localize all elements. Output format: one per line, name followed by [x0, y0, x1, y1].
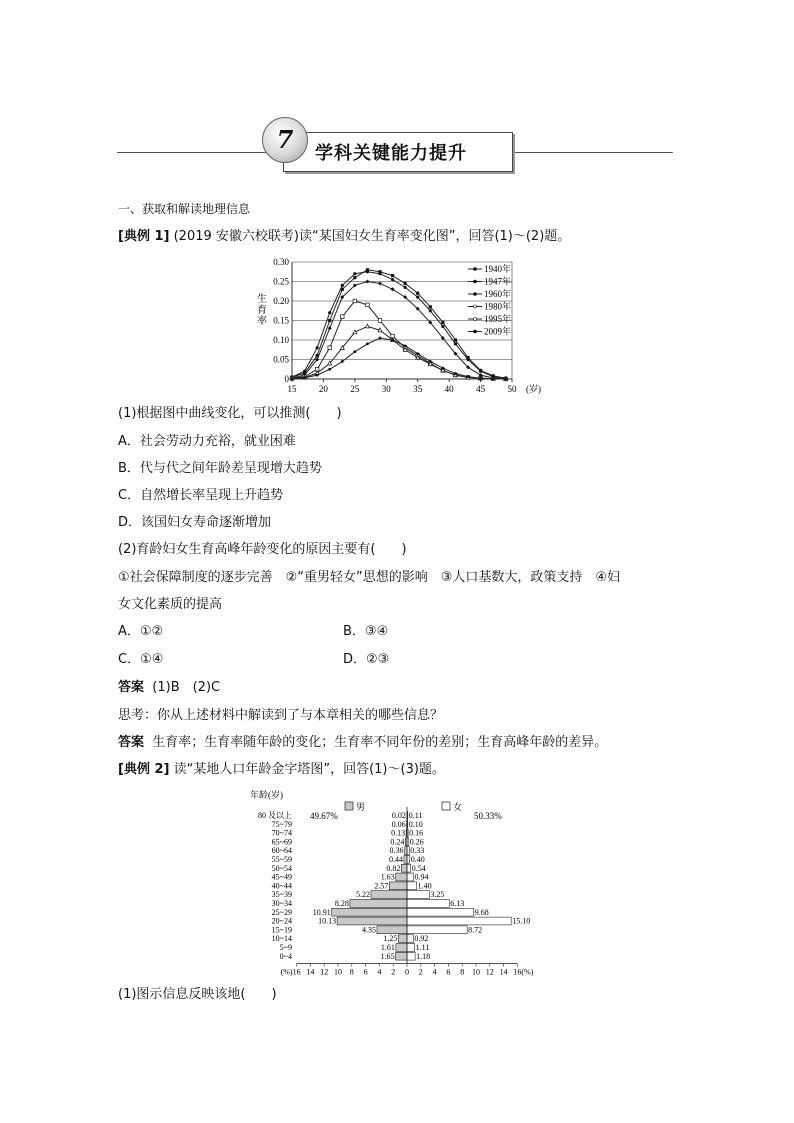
age-group-label: 20~24: [271, 916, 292, 926]
x-tick-label: 14: [499, 967, 508, 977]
legend-label: 1947年: [484, 276, 512, 287]
legend-label: 1980年: [484, 301, 512, 312]
legend-marker: [474, 305, 477, 308]
male-value-label: 10.13: [318, 916, 337, 926]
data-point: [341, 284, 344, 287]
x-tick-label: 15: [287, 384, 297, 394]
male-value-label: 0.13: [391, 828, 406, 838]
data-point: [404, 344, 407, 347]
data-point: [328, 311, 331, 314]
legend-label: 1960年: [484, 289, 512, 299]
header-rule-left: [117, 152, 287, 153]
answer-label: 答案: [118, 680, 145, 695]
male-bar: [398, 935, 407, 943]
x-tick-label: 4: [432, 967, 437, 977]
q2-choices-line2: 女文化素质的提高: [118, 597, 223, 612]
q1-stem: (1)根据图中曲线变化，可以推测( ): [118, 406, 342, 421]
data-point: [341, 360, 344, 363]
female-value-label: 15.10: [512, 916, 531, 926]
male-value-label: 4.35: [361, 925, 376, 935]
chapter-number-badge: 7: [262, 117, 308, 163]
x-axis-label-left: (%): [280, 967, 293, 977]
female-bar: [407, 952, 415, 960]
example1-text: (2019 安徽六校联考)读“某国妇女生育率变化图”，回答(1)～(2)题。: [173, 229, 571, 244]
data-point: [454, 342, 457, 345]
male-bar: [337, 917, 407, 925]
x-tick-label: 12: [485, 967, 494, 977]
q2-option-d: D．②③: [343, 652, 390, 667]
data-point: [441, 367, 444, 370]
legend-male-swatch: [345, 802, 353, 810]
age-group-label: 40~44: [271, 881, 292, 891]
example2-intro: [118, 760, 445, 780]
male-value-label: 0.82: [386, 863, 401, 873]
female-bar: [407, 908, 474, 916]
x-tick-label: 40: [444, 384, 454, 394]
data-point: [379, 337, 382, 340]
y-tick-label: 0.25: [273, 276, 289, 287]
data-point: [353, 272, 356, 275]
female-value-label: 0.10: [408, 819, 423, 829]
female-value-label: 1.18: [416, 951, 431, 961]
female-bar: [407, 926, 467, 934]
age-group-label: 70~74: [271, 828, 292, 838]
legend-female-swatch: [442, 802, 450, 810]
male-value-label: 0.02: [391, 811, 406, 820]
data-point: [340, 315, 344, 319]
x-tick-label: 35: [413, 384, 423, 394]
x-tick-label: 2: [418, 967, 423, 977]
legend-male-label: 男: [356, 802, 366, 812]
x-tick-label: 4: [377, 967, 382, 977]
answer-line: [118, 678, 220, 698]
age-group-label: 15~19: [271, 925, 292, 935]
age-group-label: 50~54: [271, 863, 292, 873]
x-tick-label: 8: [349, 967, 354, 977]
male-bar: [389, 882, 407, 890]
female-value-label: 8.72: [468, 925, 483, 935]
age-group-label: 75~79: [271, 819, 292, 829]
x-tick-label: 10: [334, 967, 342, 977]
age-group-label: 55~59: [271, 855, 292, 864]
x-tick-label: 0: [405, 967, 409, 977]
example1-tag: [典例 1]: [118, 229, 170, 244]
female-value-label: 0.92: [414, 934, 429, 944]
x-tick-label: 16: [292, 967, 301, 977]
population-pyramid-chart: [248, 786, 558, 978]
data-point: [492, 377, 495, 380]
age-group-label: 30~34: [271, 899, 292, 908]
q2-choices-line1: ①社会保障制度的逐步完善 ②“重男轻女”思想的影响 ③人口基数大，政策支持 ④妇: [118, 570, 621, 585]
x-tick-label: 10: [472, 967, 480, 977]
x-tick-label: 50: [507, 384, 517, 394]
x-tick-label: 6: [363, 967, 368, 977]
y-axis-label-char: 率: [257, 316, 267, 327]
male-value-label: 5.22: [355, 890, 370, 900]
data-point: [291, 377, 294, 380]
male-bar: [377, 926, 407, 934]
male-bar: [396, 952, 407, 960]
male-value-label: 1.63: [380, 872, 395, 882]
q2-stem: (2)育龄妇女生育高峰年龄变化的原因主要有( ): [118, 542, 407, 557]
x-tick-label: 8: [460, 967, 465, 977]
female-value-label: 0.33: [410, 846, 425, 856]
q1-option-c: C．自然增长率呈现上升趋势: [118, 488, 284, 503]
male-value-label: 10.91: [312, 907, 331, 917]
data-point: [416, 296, 419, 299]
male-bar: [371, 891, 407, 899]
data-point: [416, 352, 419, 355]
female-value-label: 3.25: [430, 890, 445, 900]
female-value-label: 0.54: [411, 863, 426, 873]
age-group-label: 80 及以上: [258, 811, 292, 820]
x-tick-label: 6: [446, 967, 451, 977]
male-bar: [332, 908, 407, 916]
age-group-label: 5~9: [279, 943, 292, 952]
x-tick-label: 45: [476, 384, 486, 394]
male-value-label: 2.57: [374, 881, 389, 891]
male-value-label: 8.28: [334, 899, 349, 908]
age-group-label: 0~4: [279, 951, 292, 961]
header-rule-right: [511, 152, 673, 153]
q1-option-d: D．该国妇女寿命逐渐增加: [118, 515, 272, 530]
series-line: [292, 270, 506, 378]
x-axis-label: (岁): [526, 384, 541, 394]
legend-label: 2009年: [484, 326, 512, 337]
x-tick-label: 25: [350, 384, 360, 394]
y-axis-title: 年龄(岁): [250, 790, 283, 800]
y-axis-label-char: 生: [257, 294, 267, 305]
female-bar: [407, 873, 413, 881]
data-point: [353, 350, 356, 353]
female-bar: [407, 891, 429, 899]
example2-tag: [典例 2]: [118, 762, 170, 777]
think-question: 思考：你从上述材料中解读到了与本章相关的哪些信息？: [118, 708, 444, 723]
female-value-label: 0.16: [409, 828, 424, 838]
data-point: [454, 372, 457, 375]
female-value-label: 0.26: [409, 837, 424, 847]
y-tick-label: 0.10: [273, 335, 289, 345]
data-point: [504, 378, 507, 381]
data-point: [467, 375, 470, 378]
data-point: [328, 346, 332, 350]
x-tick-label: 30: [381, 384, 391, 394]
female-bar: [407, 935, 413, 943]
data-point: [391, 274, 394, 277]
age-group-label: 25~29: [271, 907, 292, 917]
x-tick-label: 16: [513, 967, 522, 977]
data-point: [441, 325, 444, 328]
male-value-label: 1.61: [380, 943, 395, 952]
data-point: [441, 321, 444, 324]
q1-option-a: A．社会劳动力充裕，就业困难: [118, 434, 296, 449]
data-point: [416, 292, 419, 295]
age-group-label: 10~14: [271, 934, 292, 944]
data-point: [366, 343, 369, 346]
male-value-label: 0.24: [390, 837, 405, 847]
data-point: [366, 303, 370, 307]
x-tick-label: 14: [306, 967, 315, 977]
q2-option-c: C．①④: [118, 652, 164, 667]
female-bar: [407, 856, 410, 864]
female-value-label: 1.11: [415, 943, 430, 952]
legend-female-label: 女: [453, 802, 463, 812]
data-point: [391, 339, 394, 342]
male-total: 49.67%: [310, 811, 338, 821]
data-point: [316, 346, 319, 349]
male-value-label: 0.06: [391, 819, 406, 829]
series-line: [292, 338, 506, 379]
male-bar: [396, 873, 407, 881]
female-bar: [407, 864, 411, 872]
data-point: [378, 281, 382, 285]
data-point: [353, 276, 356, 279]
male-value-label: 1.25: [383, 934, 398, 944]
y-tick-label: 0.30: [273, 257, 289, 267]
data-point: [353, 299, 357, 303]
y-tick-label: 0.05: [273, 354, 289, 365]
legend-label: 1995年: [484, 314, 512, 324]
data-point: [429, 309, 432, 312]
data-point: [316, 374, 319, 377]
female-value-label: 6.13: [450, 899, 465, 908]
series-1940年: [290, 270, 507, 380]
data-point: [391, 278, 394, 281]
y-axis-label-char: 育: [257, 305, 267, 316]
series-line: [292, 272, 506, 378]
x-tick-label: 20: [318, 384, 328, 394]
answer-text: (1)B (2)C: [152, 680, 221, 695]
example1-intro: [118, 227, 570, 247]
example2-q1: (1)图示信息反映该地( ): [118, 987, 277, 1002]
male-value-label: 1.65: [380, 951, 395, 961]
x-tick-label: 12: [320, 967, 329, 977]
data-point: [479, 369, 482, 372]
data-point: [404, 286, 407, 289]
data-point: [328, 326, 332, 330]
age-group-label: 65~69: [271, 837, 292, 847]
data-point: [404, 282, 407, 285]
legend-label: 1940年: [484, 264, 512, 274]
female-value-label: 0.40: [410, 855, 425, 864]
data-point: [466, 356, 469, 359]
data-point: [366, 268, 369, 271]
legend-marker: [474, 318, 477, 321]
page-title: 学科关键能力提升: [315, 143, 467, 164]
data-point: [454, 338, 457, 341]
age-group-label: 35~39: [271, 890, 292, 900]
female-bar: [407, 944, 415, 952]
q1-option-b: B．代与代之间年龄差呈现增大趋势: [118, 461, 322, 476]
male-value-label: 0.44: [388, 855, 403, 864]
answer2-line: [118, 733, 607, 753]
section-heading: 一、获取和解读地理信息: [118, 202, 251, 216]
male-value-label: 0.36: [389, 846, 404, 856]
x-axis-label-right: (%): [521, 967, 534, 977]
female-value-label: 0.11: [408, 811, 423, 820]
legend-marker: [474, 330, 477, 333]
data-point: [378, 319, 382, 323]
female-bar: [407, 900, 449, 908]
age-group-label: 45~49: [271, 872, 292, 882]
female-bar: [407, 917, 511, 925]
female-value-label: 0.94: [414, 872, 429, 882]
legend-marker: [474, 268, 477, 271]
data-point: [365, 324, 369, 328]
example2-text: 读“某地人口年龄金字塔图”，回答(1)～(3)题。: [173, 762, 445, 777]
q2-option-a: A．①②: [118, 624, 164, 639]
data-point: [378, 270, 381, 273]
fertility-line-chart: [250, 252, 550, 394]
male-bar: [404, 856, 407, 864]
female-bar: [407, 882, 417, 890]
q2-option-b: B．③④: [343, 624, 389, 639]
x-tick-label: 2: [391, 967, 396, 977]
data-point: [365, 280, 369, 284]
answer2-text: 生育率；生育率随年龄的变化；生育率不同年份的差别；生育高峰年龄的差异。: [152, 735, 608, 750]
legend-marker: [474, 293, 477, 296]
y-tick-label: 0.20: [273, 296, 289, 306]
series-1947年: [290, 268, 507, 380]
data-point: [341, 288, 344, 291]
data-point: [328, 368, 331, 371]
female-value-label: 1.40: [417, 881, 432, 891]
female-value-label: 9.68: [474, 907, 489, 917]
y-tick-label: 0: [284, 374, 289, 384]
data-point: [303, 376, 306, 379]
data-point: [429, 360, 432, 363]
data-point: [429, 305, 432, 308]
answer2-label: 答案: [118, 735, 145, 750]
data-point: [328, 319, 331, 322]
male-bar: [396, 944, 407, 952]
data-point: [479, 377, 482, 380]
y-tick-label: 0.15: [273, 315, 289, 326]
female-total: 50.33%: [474, 811, 502, 821]
age-group-label: 60~64: [271, 846, 292, 856]
male-bar: [350, 900, 407, 908]
legend-marker: [474, 280, 477, 283]
male-bar: [401, 864, 407, 872]
